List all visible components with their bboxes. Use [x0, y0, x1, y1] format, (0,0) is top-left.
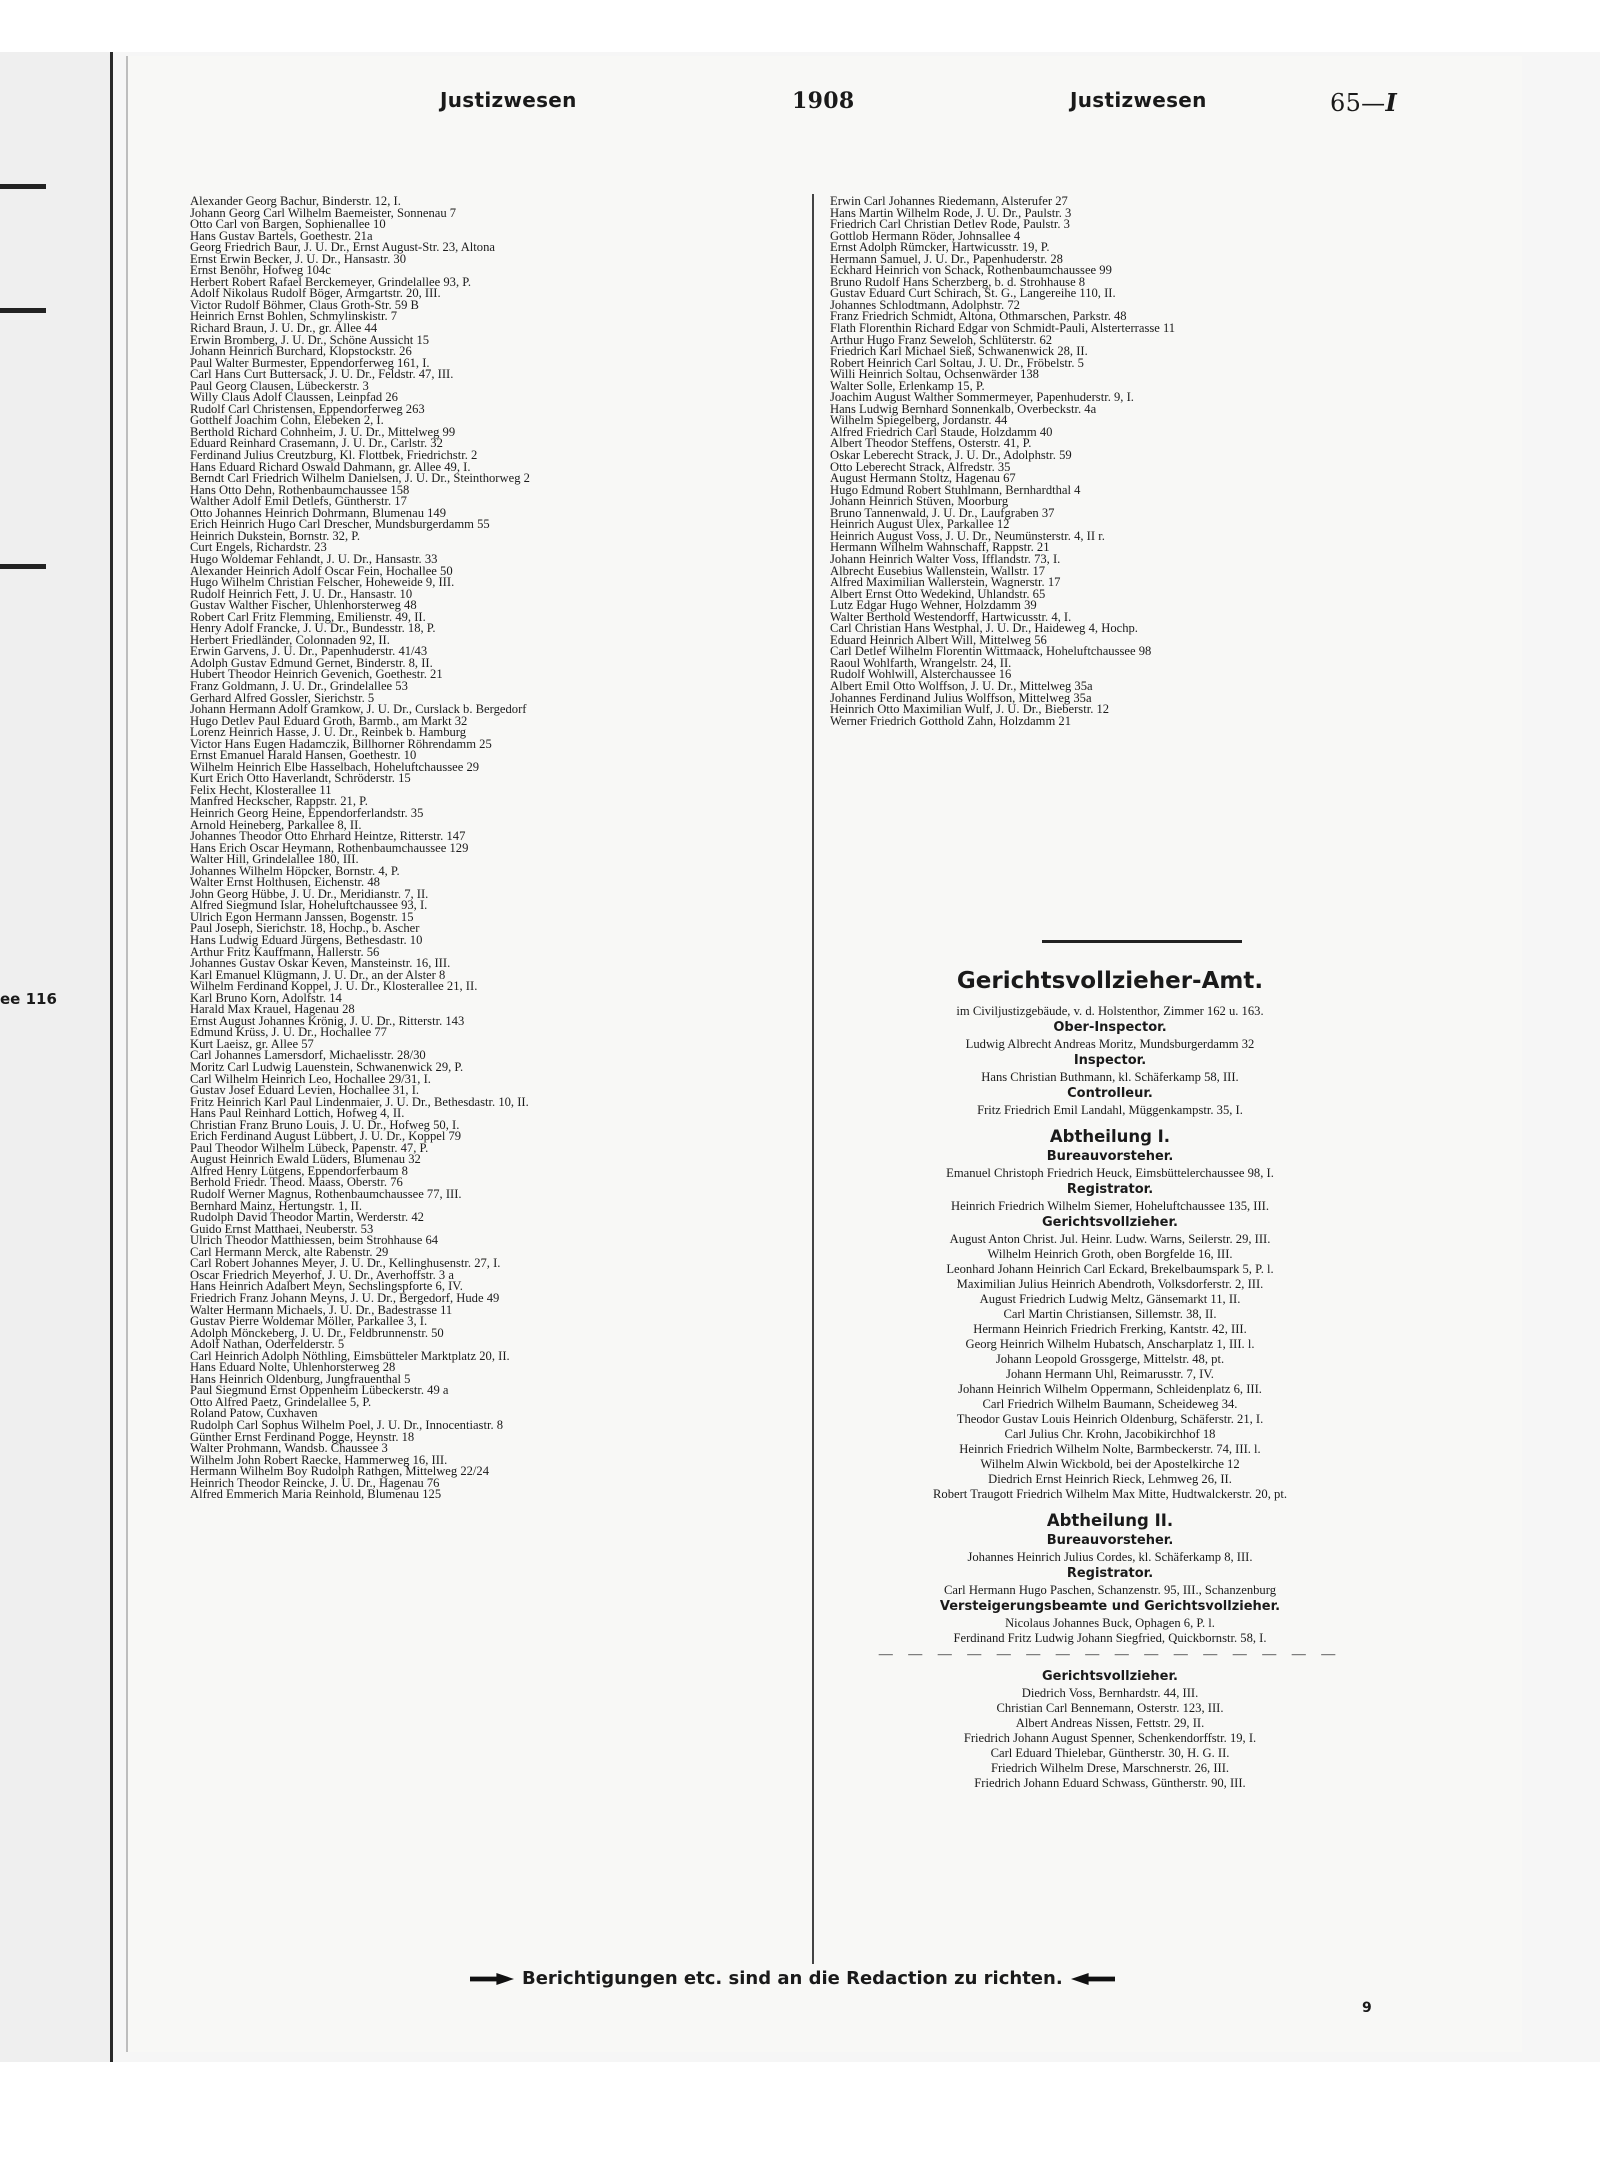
directory-entry: Rudolf Wohlwill, Alsterchaussee 16	[830, 667, 1012, 682]
inspector-entry: Hans Christian Buthmann, kl. Schäferkamp 58, III.	[981, 1070, 1239, 1084]
previous-page-rule	[0, 564, 46, 569]
directory-entry: Walther Adolf Emil Detlefs, Güntherstr. 17	[190, 494, 407, 509]
dash-separator: — — — — — — — — — — — — — — — —	[878, 1647, 1342, 1662]
directory-entry: Joachim August Walther Sommermeyer, Papenhuderstr. 9, I.	[830, 390, 1134, 405]
directory-entry: Rudolph Carl Sophus Wilhelm Poel, J. U. Dr., Innocentiastr. 8	[190, 1417, 504, 1432]
directory-entry: Adolph Mönckeberg, J. U. Dr., Feldbrunnenstr. 50	[190, 1325, 444, 1340]
directory-entry: Hugo Detlev Paul Eduard Groth, Barmb., am Markt 32	[190, 713, 468, 728]
controlleur-entry: Fritz Friedrich Emil Landahl, Müggenkampstr. 35, I.	[977, 1103, 1243, 1117]
auction-heading: Versteigerungsbeamte und Gerichtsvollzieher.	[939, 1599, 1281, 1614]
directory-entry: Alfred Emmerich Maria Reinhold, Blumenau 125	[190, 1487, 442, 1502]
directory-entry: Johann Hermann Adolf Gramkow, J. U. Dr., Curslack b. Bergedorf	[190, 702, 527, 717]
gv-entry: Hermann Heinrich Friedrich Frerking, Kantstr. 42, III.	[973, 1322, 1247, 1336]
directory-entry: Walter Prohmann, Wandsb. Chaussee 3	[190, 1441, 388, 1456]
controlleur-heading: Controlleur.	[1067, 1086, 1153, 1101]
pointing-hand-icon	[470, 1973, 514, 1985]
directory-entry: Otto Carl von Bargen, Sophienallee 10	[190, 217, 386, 232]
directory-entry: Fritz Heinrich Karl Paul Lindenmaier, J. U. Dr., Bethesdastr. 10, II.	[190, 1094, 529, 1109]
directory-entry: Raoul Wohlfarth, Wrangelstr. 24, II.	[830, 655, 1012, 670]
directory-entry: Gustav Josef Eduard Levien, Hochallee 31, I.	[190, 1083, 420, 1098]
gv-entry: Heinrich Friedrich Wilhelm Nolte, Barmbeckerstr. 74, III. l.	[959, 1442, 1261, 1456]
auction-list	[830, 1616, 1390, 1646]
directory-entry: Gerhard Alfred Gossler, Sierichstr. 5	[190, 690, 375, 705]
directory-entry: Christian Franz Bruno Louis, J. U. Dr., Hofweg 50, I.	[190, 1117, 460, 1132]
directory-entry: Heinrich August Ulex, Parkallee 12	[830, 517, 1010, 532]
notice-text: Berichtigungen etc. sind an die Redaction zu richten.	[522, 1968, 1063, 1989]
directory-entry: Lutz Edgar Hugo Wehner, Holzdamm 39	[830, 598, 1037, 613]
directory-entry: Walter Solle, Erlenkamp 15, P.	[830, 378, 985, 393]
directory-entry: Wilhelm Spiegelberg, Jordanstr. 44	[830, 413, 1008, 428]
previous-page-fragment: ee 116	[0, 990, 57, 1008]
directory-entry: John Georg Hübbe, J. U. Dr., Meridianstr. 7, II.	[190, 886, 429, 901]
directory-entry: Hermann Samuel, J. U. Dr., Papenhuderstr. 28	[830, 251, 1063, 266]
editorial-notice	[470, 1968, 1115, 1989]
directory-entry: Johannes Wilhelm Höpcker, Bornstr. 4, P.	[190, 863, 400, 878]
gv-entry: Christian Carl Bennemann, Osterstr. 123, III.	[996, 1701, 1224, 1715]
previous-page-rule	[0, 308, 46, 313]
directory-entry: Johann Heinrich Stüven, Moorburg	[830, 494, 1009, 509]
directory-entry: Berndt Carl Friedrich Wilhelm Danielsen, J. U. Dr., Steinthorweg 2	[190, 471, 530, 486]
directory-entry: Alfred Maximilian Wallerstein, Wagnerstr. 17	[830, 575, 1061, 590]
directory-entry: Friedrich Karl Michael Sieß, Schwanenwick 28, II.	[830, 344, 1088, 359]
directory-entry: Otto Leberecht Strack, Alfredstr. 35	[830, 459, 1011, 474]
office-location: im Civiljustizgebäude, v. d. Holstenthor, Zimmer 162 u. 163.	[956, 1004, 1264, 1018]
previous-page-edge	[0, 52, 113, 2062]
ober-inspector-heading: Ober-Inspector.	[1053, 1020, 1167, 1035]
gv-entry: Johann Heinrich Wilhelm Oppermann, Schleidenplatz 6, III.	[958, 1382, 1262, 1396]
header-year: 1908	[792, 88, 855, 114]
directory-entry: Hans Martin Wilhelm Rode, J. U. Dr., Paulstr. 3	[830, 205, 1072, 220]
gv-entry: Johann Hermann Uhl, Reimarusstr. 7, IV.	[1006, 1367, 1214, 1381]
page-suffix: I	[1385, 88, 1397, 117]
right-column	[830, 196, 1390, 727]
directory-entry: Bernhard Mainz, Hertungstr. 1, II.	[190, 1198, 363, 1213]
directory-entry: Robert Heinrich Carl Soltau, J. U. Dr., Fröbelstr. 5	[830, 355, 1084, 370]
directory-entry: Robert Carl Fritz Flemming, Emilienstr. 49, II.	[190, 609, 426, 624]
directory-entry: Erwin Carl Johannes Riedemann, Alsterufer 27	[830, 194, 1068, 208]
directory-entry: Heinrich Dukstein, Bornstr. 32, P.	[190, 528, 361, 543]
directory-entry: Carl Heinrich Adolph Nöthling, Eimsbütteler Marktplatz 20, II.	[190, 1348, 510, 1363]
directory-entry: Albert Emil Otto Wolffson, J. U. Dr., Mittelweg 35a	[830, 678, 1093, 693]
directory-entry: Johannes Schlodtmann, Adolphstr. 72	[830, 297, 1020, 312]
gv-entry: August Friedrich Ludwig Meltz, Gänsemarkt 11, II.	[979, 1292, 1241, 1306]
page-number: 65—	[1330, 89, 1386, 117]
gv-entry: August Anton Christ. Jul. Heinr. Ludw. Warns, Seilerstr. 29, III.	[949, 1232, 1271, 1246]
directory-entry: Hugo Wilhelm Christian Felscher, Hoheweide 9, III.	[190, 575, 455, 590]
pointing-hand-icon	[1071, 1973, 1115, 1985]
directory-entry: Carl Robert Johannes Meyer, J. U. Dr., Kellinghusenstr. 27, I.	[190, 1256, 501, 1271]
directory-entry: Alfred Friedrich Carl Staude, Holzdamm 40	[830, 424, 1053, 439]
inspector-heading: Inspector.	[1073, 1053, 1147, 1068]
directory-entry: Hans Otto Dehn, Rothenbaumchaussee 158	[190, 482, 410, 497]
directory-entry: Flath Florenthin Richard Edgar von Schmidt-Pauli, Alsterterrasse 11	[830, 321, 1176, 336]
directory-entry: Eduard Reinhard Crasemann, J. U. Dr., Carlstr. 32	[190, 436, 443, 451]
directory-entry: Wilhelm Heinrich Elbe Hasselbach, Hoheluftchaussee 29	[190, 759, 480, 774]
left-column	[190, 196, 790, 1501]
directory-entry: Albrecht Eusebius Wallenstein, Wallstr. 17	[830, 563, 1046, 578]
directory-entry: Rudolph David Theodor Martin, Werderstr. 42	[190, 1210, 424, 1225]
directory-entry: Arnold Heineberg, Parkallee 8, II.	[190, 817, 362, 832]
directory-entry: Otto Alfred Paetz, Grindelallee 5, P.	[190, 1394, 372, 1409]
directory-entry: Johannes Theodor Otto Ehrhard Heintze, Ritterstr. 147	[190, 829, 466, 844]
directory-entry: Arthur Fritz Kauffmann, Hallerstr. 56	[190, 944, 380, 959]
gv-entry: Friedrich Johann August Spenner, Schenkendorffstr. 19, I.	[963, 1731, 1257, 1745]
directory-entry: Bruno Rudolf Hans Scherzberg, b. d. Strohhause 8	[830, 274, 1086, 289]
gv-entry: Friedrich Wilhelm Drese, Marschnerstr. 26, III.	[990, 1761, 1230, 1775]
abth2-gv-list	[830, 1686, 1390, 1791]
directory-entry: Alfred Siegmund Islar, Hoheluftchaussee 93, I.	[190, 898, 428, 913]
directory-entry: Hubert Theodor Heinrich Gevenich, Goethestr. 21	[190, 667, 443, 682]
abth1-bureau-heading: Bureauvorsteher.	[1046, 1149, 1174, 1164]
directory-entry: Hugo Woldemar Fehlandt, J. U. Dr., Hansastr. 33	[190, 551, 438, 566]
directory-entry: Eduard Heinrich Albert Will, Mittelweg 56	[830, 632, 1047, 647]
directory-entry: Friedrich Carl Christian Detlev Rode, Paulstr. 3	[830, 217, 1070, 232]
directory-entry: Ulrich Egon Hermann Janssen, Bogenstr. 15	[190, 909, 414, 924]
auction-entry: Nicolaus Johannes Buck, Ophagen 6, P. l.	[1005, 1616, 1215, 1630]
office-title: Gerichtsvollzieher-Amt.	[956, 968, 1264, 994]
directory-entry: Paul Walter Burmester, Eppendorferweg 161, I.	[190, 355, 430, 370]
directory-entry: Carl Hermann Merck, alte Rabenstr. 29	[190, 1244, 389, 1259]
gv-entry: Carl Martin Christiansen, Sillemstr. 38, II.	[1003, 1307, 1217, 1321]
directory-entry: Oskar Leberecht Strack, J. U. Dr., Adolphstr. 59	[830, 448, 1072, 463]
abtheilung-2-heading: Abtheilung II.	[1046, 1511, 1174, 1530]
directory-entry: Felix Hecht, Klosterallee 11	[190, 782, 332, 797]
directory-entry: Walter Ernst Holthusen, Eichenstr. 48	[190, 875, 380, 890]
directory-entry: Hans Paul Reinhard Lottich, Hofweg 4, II.	[190, 1106, 405, 1121]
directory-entry: Hans Heinrich Adalbert Meyn, Sechslingspforte 6, IV.	[190, 1279, 463, 1294]
directory-entry: Johann Heinrich Walter Voss, Ifflandstr. 73, I.	[830, 551, 1061, 566]
directory-entry: Gustav Eduard Curt Schirach, St. G., Langereihe 110, II.	[830, 286, 1116, 301]
directory-entry: Georg Friedrich Baur, J. U. Dr., Ernst August-Str. 23, Altona	[190, 240, 495, 255]
directory-entry: Wilhelm John Robert Raecke, Hammerweg 16, III.	[190, 1452, 448, 1467]
abth1-gv-heading: Gerichtsvollzieher.	[1042, 1215, 1178, 1230]
directory-entry: Eckhard Heinrich von Schack, Rothenbaumchaussee 99	[830, 263, 1112, 278]
directory-entry: Arthur Hugo Franz Seweloh, Schlüterstr. 62	[830, 332, 1053, 347]
directory-entry: Kurt Laeisz, gr. Allee 57	[190, 1036, 314, 1051]
directory-entry: Hugo Edmund Robert Stuhlmann, Bernhardthal 4	[830, 482, 1081, 497]
directory-entry: Günther Ernst Ferdinand Pogge, Heynstr. 18	[190, 1429, 415, 1444]
directory-entry: Ernst Erwin Becker, J. U. Dr., Hansastr. 30	[190, 251, 406, 266]
header-left-title: Justizwesen	[440, 88, 577, 112]
directory-entry: Carl Hans Curt Buttersack, J. U. Dr., Feldstr. 47, III.	[190, 367, 454, 382]
directory-entry: Johannes Ferdinand Julius Wolffson, Mittelweg 35a	[830, 690, 1092, 705]
abth2-registrator-entry: Carl Hermann Hugo Paschen, Schanzenstr. 95, III., Schanzenburg	[943, 1583, 1276, 1597]
section-divider	[1042, 940, 1242, 943]
abth2-bureau-entry: Johannes Heinrich Julius Cordes, kl. Schäferkamp 8, III.	[967, 1550, 1253, 1564]
signature-mark: 9	[1362, 2000, 1372, 2016]
gv-entry: Diedrich Ernst Heinrich Rieck, Lehmweg 26, II.	[988, 1472, 1232, 1486]
directory-entry: Franz Goldmann, J. U. Dr., Grindelallee 53	[190, 678, 408, 693]
directory-entry: Hans Eduard Richard Oswald Dahmann, gr. Allee 49, I.	[190, 459, 471, 474]
directory-entry: Ernst Emanuel Harald Hansen, Goethestr. 10	[190, 748, 417, 763]
directory-entry: Berhold Friedr. Theod. Maass, Oberstr. 76	[190, 1175, 403, 1190]
directory-entry: Adolf Nathan, Oderfelderstr. 5	[190, 1337, 345, 1352]
directory-entry: Ernst Adolph Rümcker, Hartwicusstr. 19, P.	[830, 240, 1050, 255]
directory-entry: Alfred Henry Lütgens, Eppendorferbaum 8	[190, 1163, 408, 1178]
directory-entry: Gotthelf Joachim Cohn, Elebeken 2, I.	[190, 413, 384, 428]
abth1-registrator-heading: Registrator.	[1066, 1182, 1154, 1197]
directory-entry: Hermann Wilhelm Wahnschaff, Rappstr. 21	[830, 540, 1050, 555]
directory-entry: Johann Heinrich Burchard, Klopstockstr. 26	[190, 344, 412, 359]
directory-entry: Henry Adolf Francke, J. U. Dr., Bundesstr. 18, P.	[190, 621, 436, 636]
gv-entry: Carl Julius Chr. Krohn, Jacobikirchhof 18	[1004, 1427, 1216, 1441]
directory-entry: Gustav Walther Fischer, Uhlenhorsterweg 48	[190, 598, 417, 613]
gv-entry: Robert Traugott Friedrich Wilhelm Max Mitte, Hudtwalckerstr. 20, pt.	[933, 1487, 1287, 1501]
directory-entry: Rudolf Werner Magnus, Rothenbaumchaussee 77, III.	[190, 1187, 462, 1202]
abth2-bureau-heading: Bureauvorsteher.	[1046, 1533, 1174, 1548]
directory-entry: August Heinrich Ewald Lüders, Blumenau 32	[190, 1152, 421, 1167]
directory-entry: Walter Hermann Michaels, J. U. Dr., Badestrasse 11	[190, 1302, 453, 1317]
abtheilung-1-heading: Abtheilung I.	[1049, 1127, 1171, 1146]
directory-entry: Oscar Friedrich Meyerhof, J. U. Dr., Averhoffstr. 3 a	[190, 1267, 454, 1282]
gv-entry: Carl Friedrich Wilhelm Baumann, Scheideweg 34.	[982, 1397, 1238, 1411]
directory-entry: Hans Erich Oscar Heymann, Rothenbaumchaussee 129	[190, 840, 469, 855]
directory-entry: Hermann Wilhelm Boy Rudolph Rathgen, Mittelweg 22/24	[190, 1464, 490, 1479]
directory-entry: Karl Emanuel Klügmann, J. U. Dr., an der Alster 8	[190, 967, 446, 982]
directory-entry: Erich Ferdinand August Lübbert, J. U. Dr., Koppel 79	[190, 1129, 462, 1144]
directory-entry: Carl Christian Hans Westphal, J. U. Dr., Haideweg 4, Hochp.	[830, 621, 1138, 636]
directory-entry: Victor Hans Eugen Hadamczik, Billhorner Röhrendamm 25	[190, 736, 492, 751]
gv-entry: Albert Andreas Nissen, Fettstr. 29, II.	[1015, 1716, 1205, 1730]
directory-entry: Heinrich Georg Heine, Eppendorferlandstr. 35	[190, 805, 424, 820]
directory-entry: Bruno Tannenwald, J. U. Dr., Laufgraben 37	[830, 505, 1055, 520]
gv-entry: Friedrich Johann Eduard Schwass, Güntherstr. 90, III.	[974, 1776, 1246, 1790]
directory-entry: Willi Heinrich Soltau, Ochsenwärder 138	[830, 367, 1039, 382]
directory-entry: Rudolf Carl Christensen, Eppendorferweg 263	[190, 401, 425, 416]
gv-entry: Johann Leopold Grossgerge, Mittelstr. 48, pt.	[995, 1352, 1225, 1366]
directory-entry: Heinrich Ernst Bohlen, Schmylinskistr. 7	[190, 309, 398, 324]
directory-entry: Heinrich Otto Maximilian Wulf, J. U. Dr., Bieberstr. 12	[830, 702, 1110, 717]
gv-entry: Theodor Gustav Louis Heinrich Oldenburg, Schäferstr. 21, I.	[956, 1412, 1264, 1426]
directory-entry: Ernst August Johannes Krönig, J. U. Dr., Ritterstr. 143	[190, 1013, 465, 1028]
directory-entry: Paul Theodor Wilhelm Lübeck, Papenstr. 47, P.	[190, 1140, 429, 1155]
directory-entry: Alexander Heinrich Adolf Oscar Fein, Hochallee 50	[190, 563, 453, 578]
abth1-registrator-entry: Heinrich Friedrich Wilhelm Siemer, Hoheluftchaussee 135, III.	[950, 1199, 1270, 1213]
directory-entry: Hans Eduard Nolte, Uhlenhorsterweg 28	[190, 1360, 396, 1375]
directory-entry: Lorenz Heinrich Hasse, J. U. Dr., Reinbek b. Hamburg	[190, 725, 467, 740]
previous-page-rule	[0, 184, 46, 189]
directory-entry: Paul Siegmund Ernst Oppenheim Lübeckerstr. 49 a	[190, 1383, 449, 1398]
abth1-gv-list	[830, 1232, 1390, 1502]
directory-entry: Paul Joseph, Sierichstr. 18, Hochp., b. Ascher	[190, 921, 420, 936]
header-page-number	[1330, 88, 1397, 117]
directory-entry: Hans Ludwig Eduard Jürgens, Bethesdastr. 10	[190, 933, 423, 947]
directory-entry: Walter Hill, Grindelallee 180, III.	[190, 852, 359, 867]
directory-entry: Werner Friedrich Gotthold Zahn, Holzdamm 21	[830, 713, 1072, 728]
directory-entry: Otto Johannes Heinrich Dohrmann, Blumenau 149	[190, 505, 447, 520]
gv-entry: Georg Heinrich Wilhelm Hubatsch, Anscharplatz 1, III. l.	[965, 1337, 1255, 1351]
directory-entry: Moritz Carl Ludwig Lauenstein, Schwanenwick 29, P.	[190, 1060, 464, 1075]
directory-entry: Carl Detlef Wilhelm Florentin Wittmaack, Hoheluftchaussee 98	[830, 644, 1152, 659]
directory-entry: Rudolf Heinrich Fett, J. U. Dr., Hansastr. 10	[190, 586, 413, 601]
abth1-bureau-entry: Emanuel Christoph Friedrich Heuck, Eimsbüttelerchaussee 98, I.	[946, 1166, 1274, 1180]
directory-entry: Hans Gustav Bartels, Goethestr. 21a	[190, 228, 373, 243]
directory-entry: Willy Claus Adolf Claussen, Leinpfad 26	[190, 390, 398, 405]
directory-entry: Walter Berthold Westendorff, Hartwicusstr. 4, I.	[830, 609, 1072, 624]
gv-entry: Wilhelm Heinrich Groth, oben Borgfelde 16, III.	[987, 1247, 1233, 1261]
directory-entry: Franz Friedrich Schmidt, Altona, Othmarschen, Parkstr. 48	[830, 309, 1127, 324]
directory-entry: Richard Braun, J. U. Dr., gr. Allee 44	[190, 321, 378, 336]
directory-entry: Ernst Benöhr, Hofweg 104c	[190, 263, 331, 278]
directory-entry: Karl Bruno Korn, Adolfstr. 14	[190, 990, 342, 1005]
abth2-registrator-heading: Registrator.	[1066, 1566, 1154, 1581]
header-right-title: Justizwesen	[1070, 88, 1207, 112]
gv-entry: Leonhard Johann Heinrich Carl Eckard, Brekelbaumspark 5, P. l.	[946, 1262, 1274, 1276]
gv-entry: Maximilian Julius Heinrich Abendroth, Volksdorferstr. 2, III.	[956, 1277, 1264, 1291]
directory-entry: Roland Patow, Cuxhaven	[190, 1406, 318, 1421]
directory-entry: Heinrich Theodor Reincke, J. U. Dr., Hagenau 76	[190, 1475, 440, 1490]
directory-entry: Manfred Heckscher, Rappstr. 21, P.	[190, 794, 368, 809]
directory-entry: Alexander Georg Bachur, Binderstr. 12, I.	[190, 194, 401, 208]
directory-entry: Carl Johannes Lamersdorf, Michaelisstr. 28/30	[190, 1048, 426, 1063]
directory-entry: Paul Georg Clausen, Lübeckerstr. 3	[190, 378, 369, 393]
directory-entry: Erwin Garvens, J. U. Dr., Papenhuderstr. 41/43	[190, 644, 428, 659]
directory-entry: Johann Georg Carl Wilhelm Baemeister, Sonnenau 7	[190, 205, 457, 220]
directory-entry: Ulrich Theodor Matthiessen, beim Strohhause 64	[190, 1233, 439, 1248]
gv-entry: Diedrich Voss, Bernhardstr. 44, III.	[1021, 1686, 1199, 1700]
directory-entry: Adolph Gustav Edmund Gernet, Binderstr. 8, II.	[190, 655, 433, 670]
abth2-gv-heading: Gerichtsvollzieher.	[1042, 1669, 1178, 1684]
directory-entry: Herbert Robert Rafael Berckemeyer, Grindelallee 93, P.	[190, 274, 471, 289]
directory-entry: Curt Engels, Richardstr. 23	[190, 540, 327, 555]
directory-entry: Albert Ernst Otto Wedekind, Uhlandstr. 65	[830, 586, 1046, 601]
directory-entry: Erich Heinrich Hugo Carl Drescher, Mundsburgerdamm 55	[190, 517, 490, 532]
directory-entry: Guido Ernst Matthaei, Neuberstr. 53	[190, 1221, 374, 1236]
directory-entry: Gottlob Hermann Röder, Johnsallee 4	[830, 228, 1021, 243]
directory-entry: Harald Max Krauel, Hagenau 28	[190, 1002, 355, 1017]
directory-entry: Heinrich August Voss, J. U. Dr., Neumünsterstr. 4, II r.	[830, 528, 1105, 543]
directory-entry: Adolf Nikolaus Rudolf Böger, Armgartstr. 20, III.	[190, 286, 441, 301]
directory-entry: Gustav Pierre Woldemar Möller, Parkallee 3, I.	[190, 1314, 428, 1329]
directory-entry: August Hermann Stoltz, Hagenau 67	[830, 471, 1016, 486]
directory-entry: Herbert Friedländer, Colonnaden 92, II.	[190, 632, 390, 647]
directory-entry: Hans Ludwig Bernhard Sonnenkalb, Overbeckstr. 4a	[830, 401, 1097, 416]
directory-entry: Albert Theodor Steffens, Osterstr. 41, P.	[830, 436, 1032, 451]
directory-entry: Edmund Krüss, J. U. Dr., Hochallee 77	[190, 1025, 387, 1040]
directory-entry: Erwin Bromberg, J. U. Dr., Schöne Aussicht 15	[190, 332, 430, 347]
gv-entry: Wilhelm Alwin Wickbold, bei der Apostelkirche 12	[980, 1457, 1240, 1471]
directory-entry: Wilhelm Ferdinand Koppel, J. U. Dr., Klosterallee 21, II.	[190, 979, 478, 994]
directory-entry: Carl Wilhelm Heinrich Leo, Hochallee 29/31, I.	[190, 1071, 431, 1086]
ober-inspector-entry: Ludwig Albrecht Andreas Moritz, Mundsburgerdamm 32	[965, 1037, 1255, 1051]
auction-entry: Ferdinand Fritz Ludwig Johann Siegfried, Quickbornstr. 58, I.	[953, 1631, 1267, 1645]
gv-entry: Carl Eduard Thielebar, Güntherstr. 30, H. G. II.	[990, 1746, 1230, 1760]
directory-entry: Johannes Gustav Oskar Keven, Mansteinstr. 16, III.	[190, 956, 451, 971]
directory-entry: Kurt Erich Otto Haverlandt, Schröderstr. 15	[190, 771, 411, 786]
directory-entry: Berthold Richard Cohnheim, J. U. Dr., Mittelweg 99	[190, 424, 456, 439]
directory-entry: Friedrich Franz Johann Meyns, J. U. Dr., Bergedorf, Hude 49	[190, 1290, 500, 1305]
directory-entry: Victor Rudolf Böhmer, Claus Groth-Str. 59 B	[190, 297, 419, 312]
gerichtsvollzieher-section	[830, 968, 1390, 1795]
directory-entry: Hans Heinrich Oldenburg, Jungfrauenthal 5	[190, 1371, 411, 1386]
column-divider	[812, 194, 814, 1964]
directory-entry: Ferdinand Julius Creutzburg, Kl. Flottbek, Friedrichstr. 2	[190, 448, 478, 463]
